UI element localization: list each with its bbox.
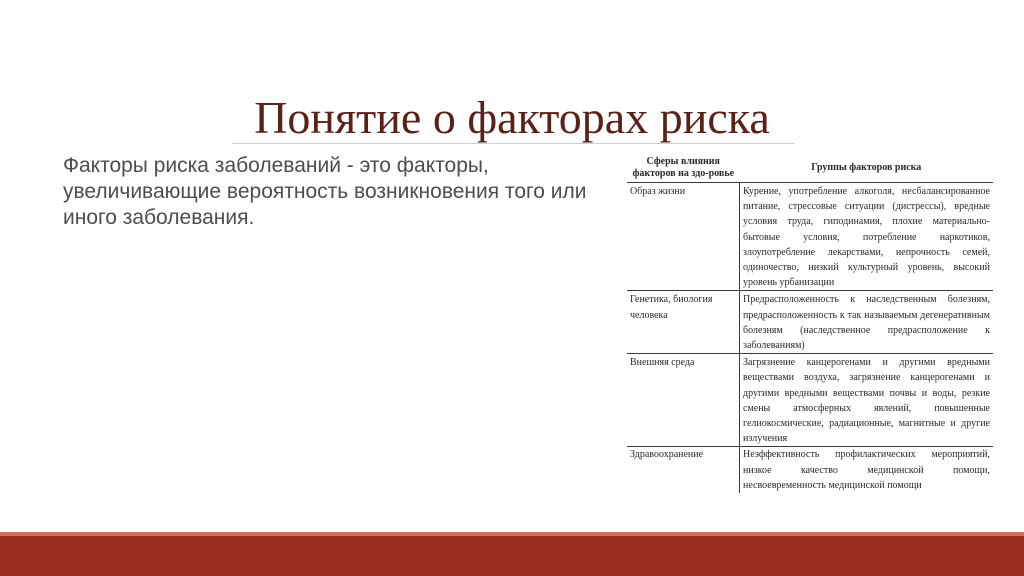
risk-factors-table — [627, 152, 993, 493]
header-factor-groups: Группы факторов риска — [740, 152, 994, 183]
header-sphere: Сферы влияния факторов на здо-ровье — [627, 152, 740, 183]
table-row — [627, 183, 993, 291]
factors-cell: Неэффективность профилактических мероприятий, низкое качество медицинской помощи, несвоевременность медицинской помощи — [740, 447, 994, 493]
factors-cell: Курение, употребление алкоголя, несбалансированное питание, стрессовые ситуации (дистрессы), вредные условия труда, гиподинамия, плохие материально-бытовые условия, потребление наркотиков, злоупотребление лекарствами, непрочность семей, одиночество, низкий культурный уровень, высокий уровень урбанизации — [740, 183, 994, 291]
footer-bar — [0, 536, 1024, 576]
sphere-cell: Внешняя среда — [627, 354, 740, 447]
table-row — [627, 354, 993, 447]
sphere-cell: Здравоохранение — [630, 449, 704, 461]
title-divider — [232, 143, 794, 144]
slide-title: Понятие о факторах риска — [254, 92, 770, 143]
table-header-row — [627, 152, 993, 183]
factors-cell: Загрязнение канцерогенами и другими вредными веществами воздуха, загрязнение канцерогенами и другими вредными веществами почвы и воды, резкие смены атмосферных явлений, повышенные гелиокосмические, радиационные, магнитные и другие излучения — [740, 354, 994, 447]
factors-cell: Предрасположенность к наследственным болезням, предрасположенность к так называемым дегенеративным болезням (наследственное предрасположение к заболеваниям) — [740, 291, 994, 354]
table-row — [627, 291, 993, 354]
table-row — [627, 447, 993, 493]
sphere-cell: Образ жизни — [627, 183, 740, 291]
sphere-cell: Генетика, биология человека — [627, 291, 740, 354]
definition-text: Факторы риска заболеваний - это факторы, увеличивающие вероятность возникновения того или иного заболевания. — [63, 154, 587, 229]
